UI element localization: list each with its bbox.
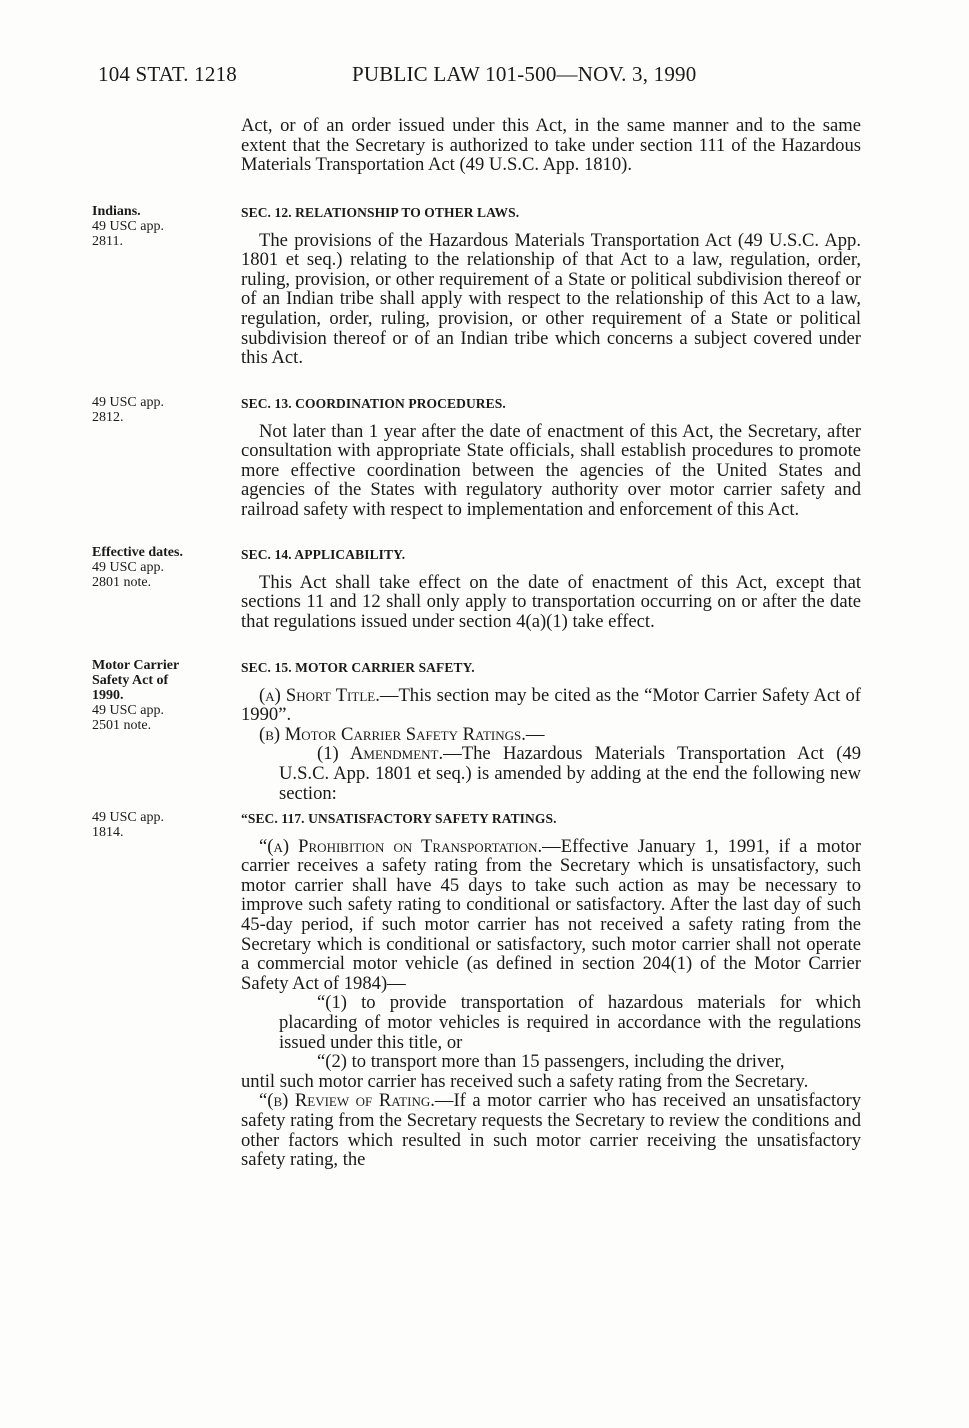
section-13 (241, 394, 861, 520)
paragraph: The provisions of the Hazardous Materials Transportation Act (49 U.S.C. App. 1801 et seq.) relating to the relationship of that Act to a law, regulation, order, ruling, provision, or other requirement of a State or political subdivision thereof or of an Indian tribe shall apply with respect to the relationship of this Act to a law, regulation, order, ruling, provision, or other requirement of a State or political subdivision thereof or of an Indian tribe which concerns a subject covered under this Act. (241, 229, 861, 369)
margin-note-label: Motor Carrier (92, 658, 180, 673)
margin-note-line: 1814. (92, 825, 124, 840)
page-law-header: PUBLIC LAW 101-500—NOV. 3, 1990 (352, 62, 697, 86)
subsection-heading: (1) Amendment. (317, 743, 444, 765)
section-12 (241, 203, 861, 368)
margin-note-line: 2801 note. (92, 575, 152, 590)
subsection-heading: “(b) Review of Rating. (259, 1090, 435, 1112)
paragraph (241, 725, 861, 745)
paragraph-text: —This section may be cited as the “Motor Carrier Safety Act of 1990”. (241, 684, 861, 726)
margin-note-motor-carrier (92, 658, 222, 733)
body-block-continuation (241, 116, 861, 175)
margin-note-line: 2811. (92, 234, 123, 249)
section-15 (241, 658, 861, 803)
margin-note-label: Safety Act of (92, 673, 169, 688)
paragraph-text: —The Hazardous Materials Transportation Act (49 U.S.C. App. 1801 et seq.) is amended by adding at the end the following new section: (279, 743, 861, 804)
section-14 (241, 545, 861, 631)
paragraph (241, 1091, 861, 1169)
paragraph: Not later than 1 year after the date of enactment of this Act, the Secretary, after consultation with appropriate State officials, shall establish procedures to promote more effective coordination between the agencies of the United States and agencies of the States with regulatory authority over motor carrier safety and railroad safety with respect to implementation and enforcement of this Act. (241, 420, 861, 520)
paragraph (241, 744, 861, 803)
subsection-heading: (a) Short Title. (259, 684, 380, 706)
subsection-heading: (b) Motor Carrier Safety Ratings. (259, 723, 526, 745)
margin-note-line: 49 USC app. (92, 219, 164, 234)
section-heading: SEC. 12. RELATIONSHIP TO OTHER LAWS. (241, 205, 520, 220)
paragraph-text: —If a motor carrier who has received an unsatisfactory safety rating from the Secretary requests the Secretary to review the conditions and other factors which resulted in such motor carrier receiving the unsatisfactory safety rating, the (241, 1090, 861, 1171)
margin-note-line: 49 USC app. (92, 395, 164, 410)
paragraph-text: —Effective January 1, 1991, if a motor carrier receives a safety rating from the Secretary which is unsatisfactory, such motor carrier shall have 45 days to take such action as may be necessary to improve such safety rating to conditional or satisfactory. After the last day of such 45-day period, if such motor carrier has not received a safety rating from the Secretary which is conditional or satisfactory, such motor carrier shall not operate a commercial motor vehicle (as defined in section 204(1) of the Motor Carrier Safety Act of 1984)— (241, 835, 861, 994)
section-heading: “SEC. 117. UNSATISFACTORY SAFETY RATINGS. (241, 811, 557, 826)
section-117 (241, 809, 861, 1170)
paragraph: “(2) to transport more than 15 passengers, including the driver, (317, 1051, 785, 1073)
paragraph: This Act shall take effect on the date of enactment of this Act, except that sections 11 and 12 shall only apply to transportation occurring on or after the date that regulations issued under section 4(a)(1) take effect. (241, 571, 861, 632)
page-stat-citation: 104 STAT. 1218 (98, 62, 237, 86)
paragraph (241, 686, 861, 725)
margin-note-2812 (92, 395, 222, 425)
paragraph: Act, or of an order issued under this Act, in the same manner and to the same extent that the Secretary is authorized to take under section 111 of the Hazardous Materials Transportation Act (49 U.S.C. App. 1810). (241, 115, 861, 176)
paragraph (241, 837, 861, 994)
margin-note-indians (92, 204, 222, 249)
paragraph: “(1) to provide transportation of hazardous materials for which placarding of motor vehicles is required in accordance with the regulations issued under this title, or (279, 992, 861, 1053)
margin-note-line: 2812. (92, 410, 124, 425)
margin-note-effective-dates (92, 545, 222, 590)
section-heading: SEC. 13. COORDINATION PROCEDURES. (241, 396, 506, 411)
margin-note-line: 49 USC app. (92, 560, 164, 575)
section-heading: SEC. 14. APPLICABILITY. (241, 547, 406, 562)
margin-note-label: Indians. (92, 204, 141, 219)
paragraph-text: — (525, 723, 545, 745)
margin-note-line: 49 USC app. (92, 703, 164, 718)
margin-note-line: 49 USC app. (92, 810, 164, 825)
margin-note-line: 2501 note. (92, 718, 152, 733)
section-heading: SEC. 15. MOTOR CARRIER SAFETY. (241, 660, 475, 675)
paragraph: until such motor carrier has received such a safety rating from the Secretary. (241, 1070, 809, 1092)
margin-note-label: 1990. (92, 688, 124, 703)
subsection-heading: “(a) Prohibition on Transportation. (259, 835, 543, 857)
margin-note-label: Effective dates. (92, 545, 183, 560)
margin-note-1814 (92, 810, 222, 840)
